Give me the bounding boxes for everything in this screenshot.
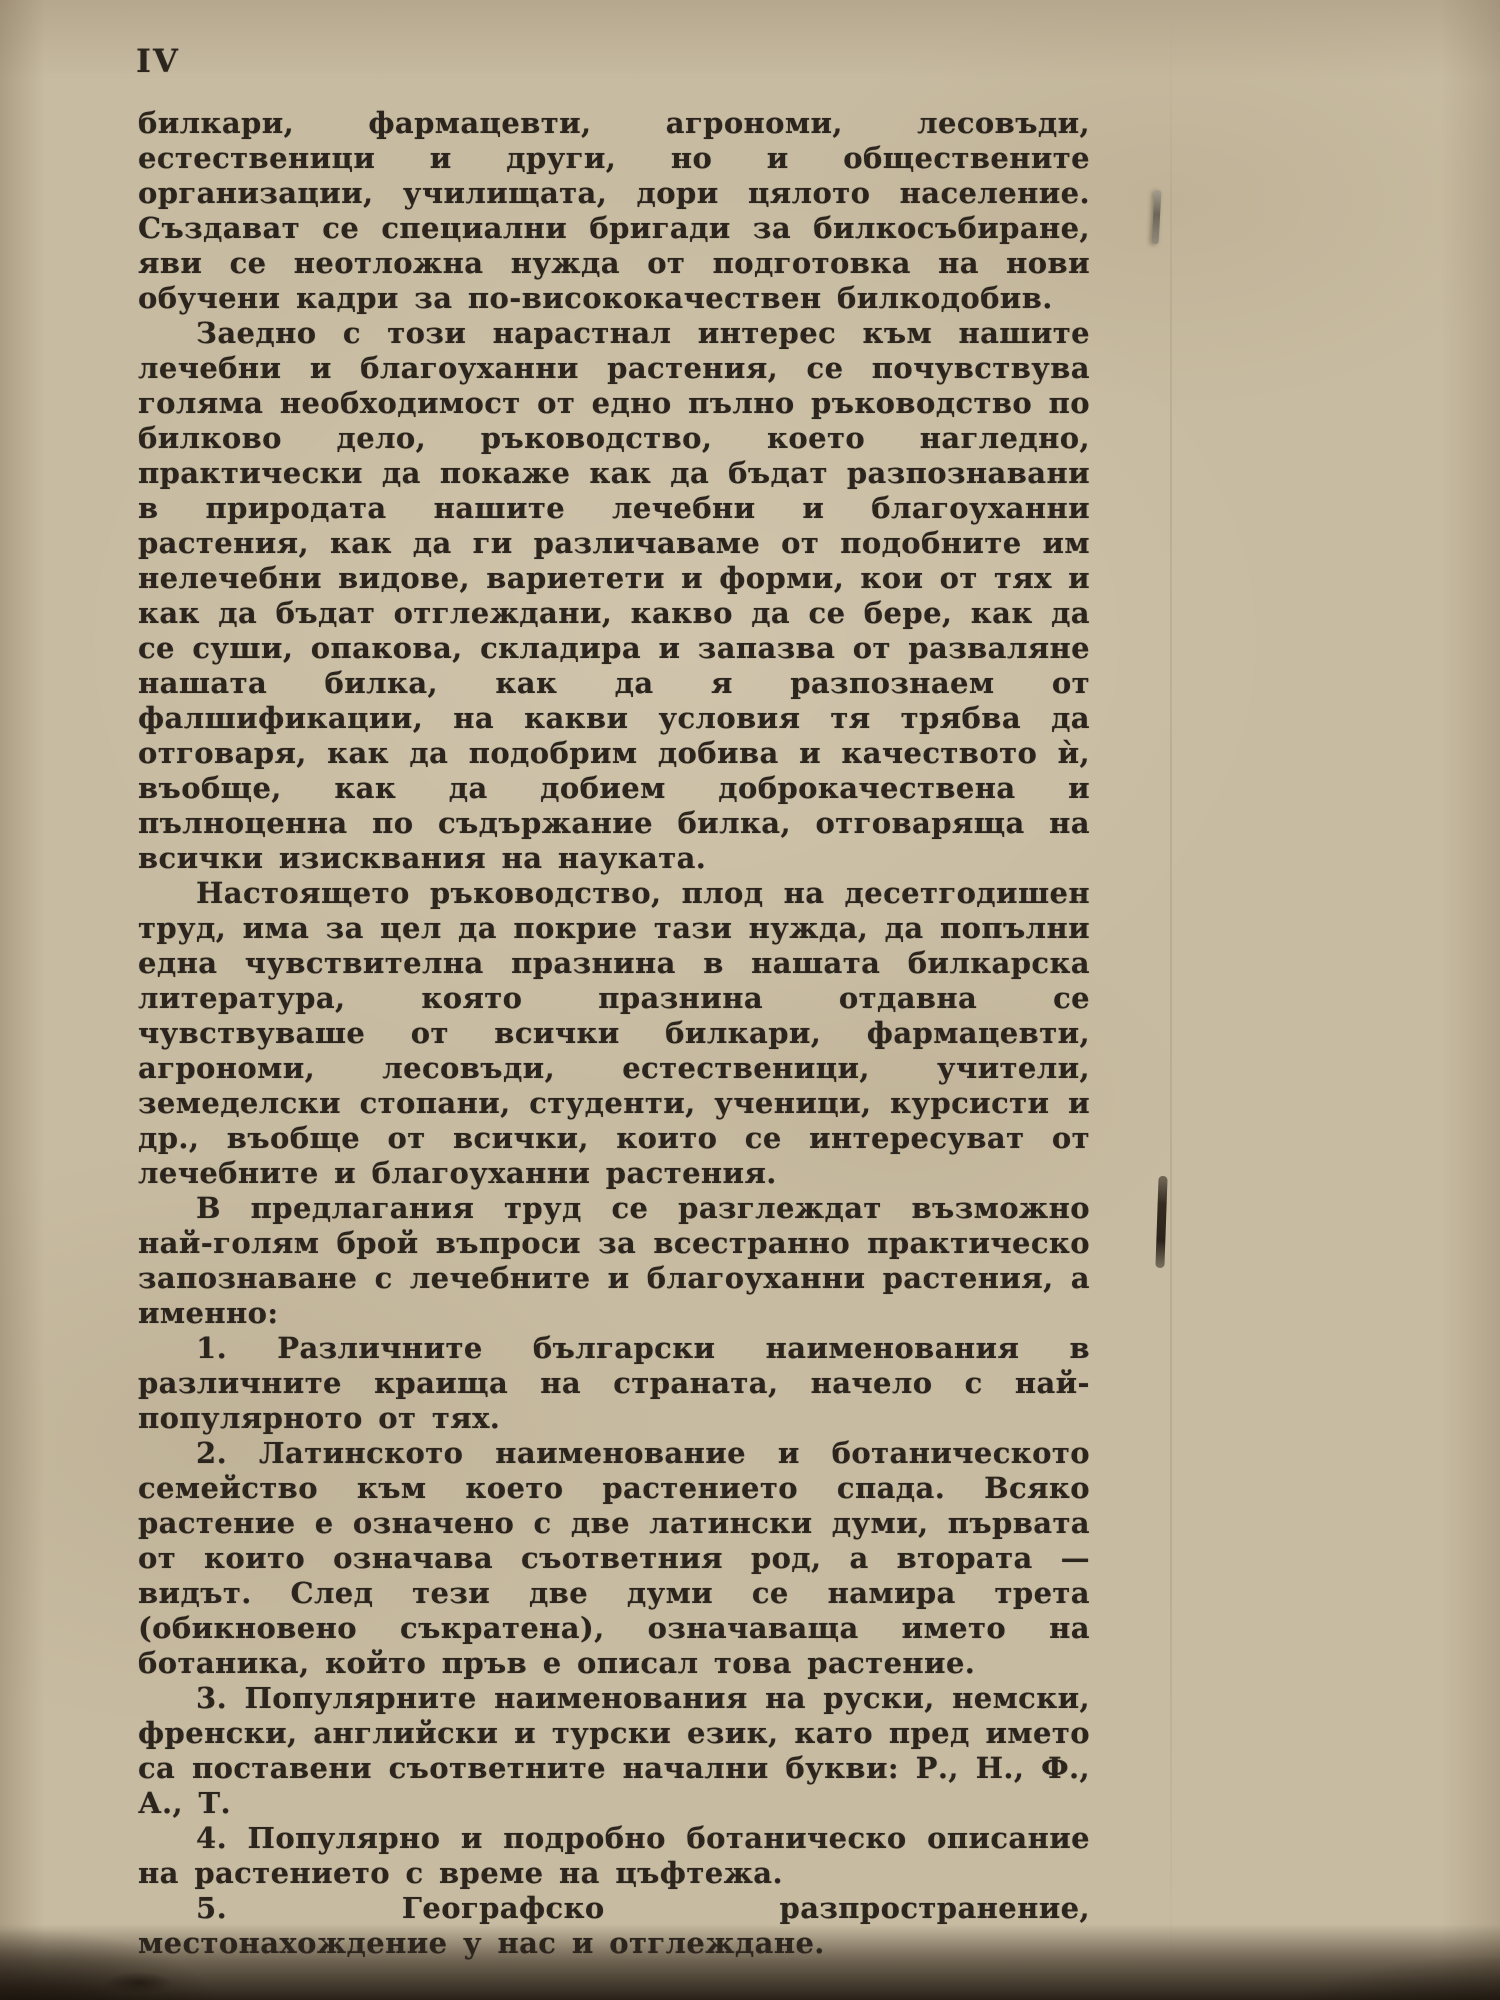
ink-mark-icon <box>1155 1176 1167 1268</box>
numbered-item-5: 5. Географско разпространение, местонахождение у нас и отглеждане. <box>138 1891 1090 1960</box>
numbered-item-1: 1. Различните български наименования в различните краища на страната, начело с най-популярното от тях. <box>138 1331 1090 1435</box>
paragraph-overview: В предлагания труд се разглеждат възможно най-голям брой въпроси за всестранно практическо запознаване с лечебните и благоуханни растения, а именно: <box>138 1191 1090 1330</box>
paragraph-purpose: Настоящето ръководство, плод на десетгодишен труд, има за цел да покрие тази нужда, да попълни една чувствителна празнина в нашата билкарска литература, която празнина отдавна се чувствуваше от всички билкари, фармацевти, агрономи, лесовъди, естественици, учители, земеделски стопани, студенти, ученици, курсисти и др., въобще от всички, които се интересуват от лечебните и благоуханни растения. <box>138 876 1090 1190</box>
staple-icon <box>1152 190 1162 244</box>
page-number: IV <box>136 42 180 80</box>
page-text <box>138 106 1090 1961</box>
page-edge-line <box>1170 0 1172 2000</box>
paragraph-continuation: билкари, фармацевти, агрономи, лесовъди, естественици и други, но и обществените организации, училищата, дори цялото население. Създават се специални бригади за билкосъбиране, яви се неотложна нужда от подготовка на нови обучени кадри за по-висококачествен билкодобив. <box>138 106 1090 315</box>
numbered-item-4: 4. Популярно и подробно ботаническо описание на растението с време на цъфтежа. <box>138 1821 1090 1890</box>
corner-smudge <box>104 1972 174 1994</box>
numbered-item-3: 3. Популярните наименования на руски, немски, френски, английски и турски език, като пред името са поставени съответните начални букви: Р., Н., Ф., А., Т. <box>138 1681 1090 1820</box>
numbered-item-2: 2. Латинското наименование и ботаническото семейство към което растението спада. Всяко растение е означено с две латински думи, първата от които означава съответния род, а втората — видът. След тези две думи се намира трета (обикновено съкратена), означаваща името на ботаника, който пръв е описал това растение. <box>138 1436 1090 1680</box>
paragraph-introduction: Заедно с този нарастнал интерес към нашите лечебни и благоуханни растения, се почувствува голяма необходимост от едно пълно ръководство по билково дело, ръководство, което нагледно, практически да покаже как да бъдат разпознавани в природата нашите лечебни и благоуханни растения, как да ги различаваме от подобните им нелечебни видове, вариетети и форми, кои от тях и как да бъдат отглеждани, какво да се бере, как да се суши, опакова, складира и запазва от разваляне нашата билка, как да я разпознаем от фалшификации, на какви условия тя трябва да отговаря, как да подобрим добива и качеството ѝ, въобще, как да добием доброкачествена и пълноценна по съдържание билка, отговаряща на всички изисквания на науката. <box>138 316 1090 875</box>
